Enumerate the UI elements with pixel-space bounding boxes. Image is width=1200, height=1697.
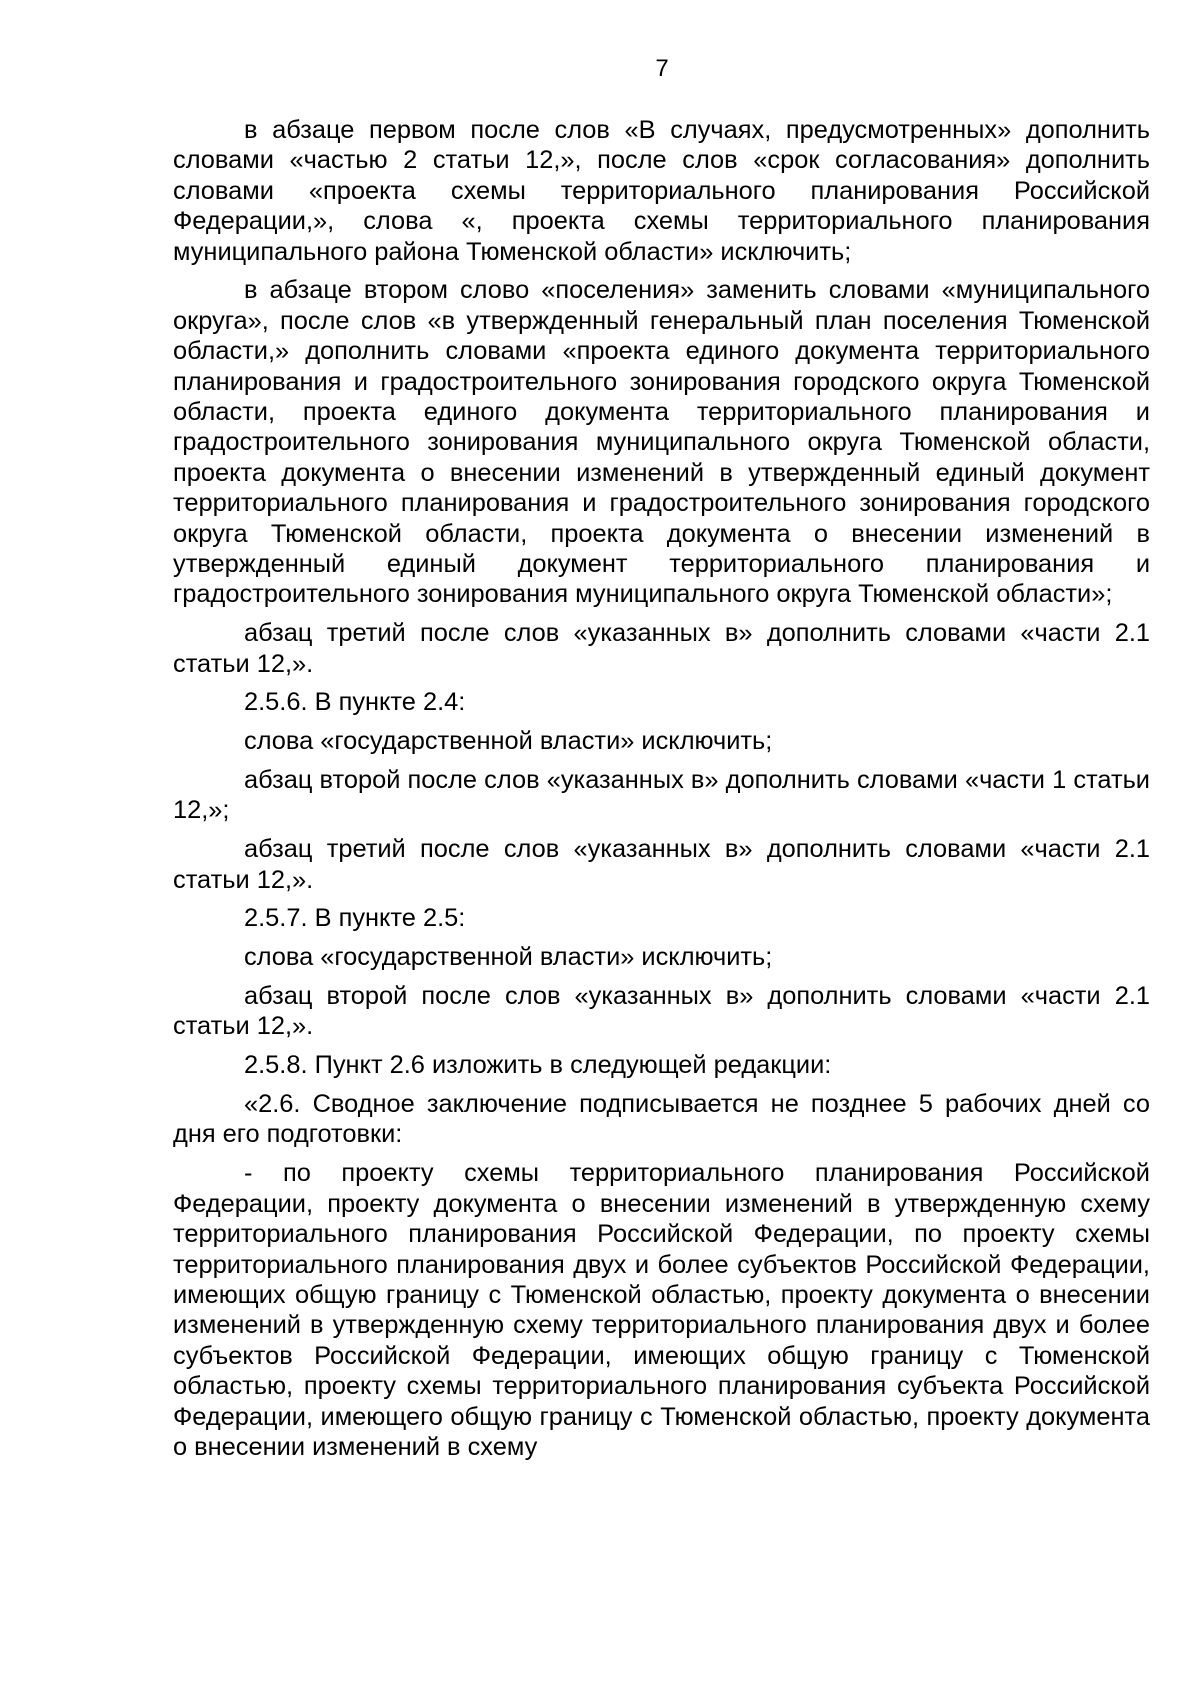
paragraph-2-5-6-third: абзац третий после слов «указанных в» дополнить словами «части 2.1 статьи 12,».: [173, 835, 1150, 894]
paragraph-abzac-tretii: абзац третий после слов «указанных в» дополнить словами «части 2.1 статьи 12,».: [173, 619, 1150, 678]
paragraph-2-5-7-heading: 2.5.7. В пункте 2.5:: [244, 904, 466, 933]
paragraph-2-5-7-second: абзац второй после слов «указанных в» дополнить словами «части 2.1 статьи 12,».: [173, 982, 1150, 1041]
paragraph-2-6-list-item: - по проекту схемы территориального планирования Российской Федерации, проекту документа о внесении изменений в утвержденную схему территориального планирования Российской Федерации, по проекту схемы территориального планирования двух и более субъектов Российской Федерации, имеющих общую границу с Тюменской областью, проекту документа о внесении изменений в утвержденную схему территориального планирования двух и более субъектов Российской Федерации, имеющих общую границу с Тюменской областью, проекту схемы территориального планирования субъекта Российской Федерации, имеющего общую границу с Тюменской областью, проекту документа о внесении изменений в схему: [173, 1159, 1150, 1461]
paragraph-abzac-vtoroi: в абзаце втором слово «поселения» заменить словами «муниципального округа», после слов «в утвержденный генеральный план поселения Тюменской области,» дополнить словами «проекта единого документа территориального планирования и градостроительного зонирования городского округа Тюменской области, проекта единого документа территориального планирования и градостроительного зонирования муниципального округа Тюменской области, проекта документа о внесении изменений в утвержденный единый документ территориального планирования и градостроительного зонирования городского округа Тюменской области, проекта документа о внесении изменений в утвержденный единый документ территориального планирования и градостроительного зонирования муниципального округа Тюменской области»;: [173, 276, 1150, 609]
paragraph-2-5-6-second: абзац второй после слов «указанных в» дополнить словами «части 1 статьи 12,»;: [173, 766, 1150, 825]
page-number: 7: [655, 55, 669, 82]
paragraph-abzac-pervyi: в абзаце первом после слов «В случаях, предусмотренных» дополнить словами «частью 2 статьи 12,», после слов «срок согласования» дополнить словами «проекта схемы территориального планирования Российской Федерации,», слова «, проекта схемы территориального планирования муниципального района Тюменской области» исключить;: [173, 116, 1150, 266]
paragraph-2-6-quote: «2.6. Сводное заключение подписывается не позднее 5 рабочих дней со дня его подготовки:: [173, 1090, 1150, 1149]
paragraph-2-5-6-words: слова «государственной власти» исключить;: [244, 727, 773, 756]
document-body: [173, 115, 1150, 1462]
paragraph-2-5-8-heading: 2.5.8. Пункт 2.6 изложить в следующей редакции:: [244, 1051, 832, 1080]
paragraph-2-5-6-heading: 2.5.6. В пункте 2.4:: [244, 688, 466, 717]
paragraph-2-5-7-words: слова «государственной власти» исключить;: [244, 943, 773, 972]
